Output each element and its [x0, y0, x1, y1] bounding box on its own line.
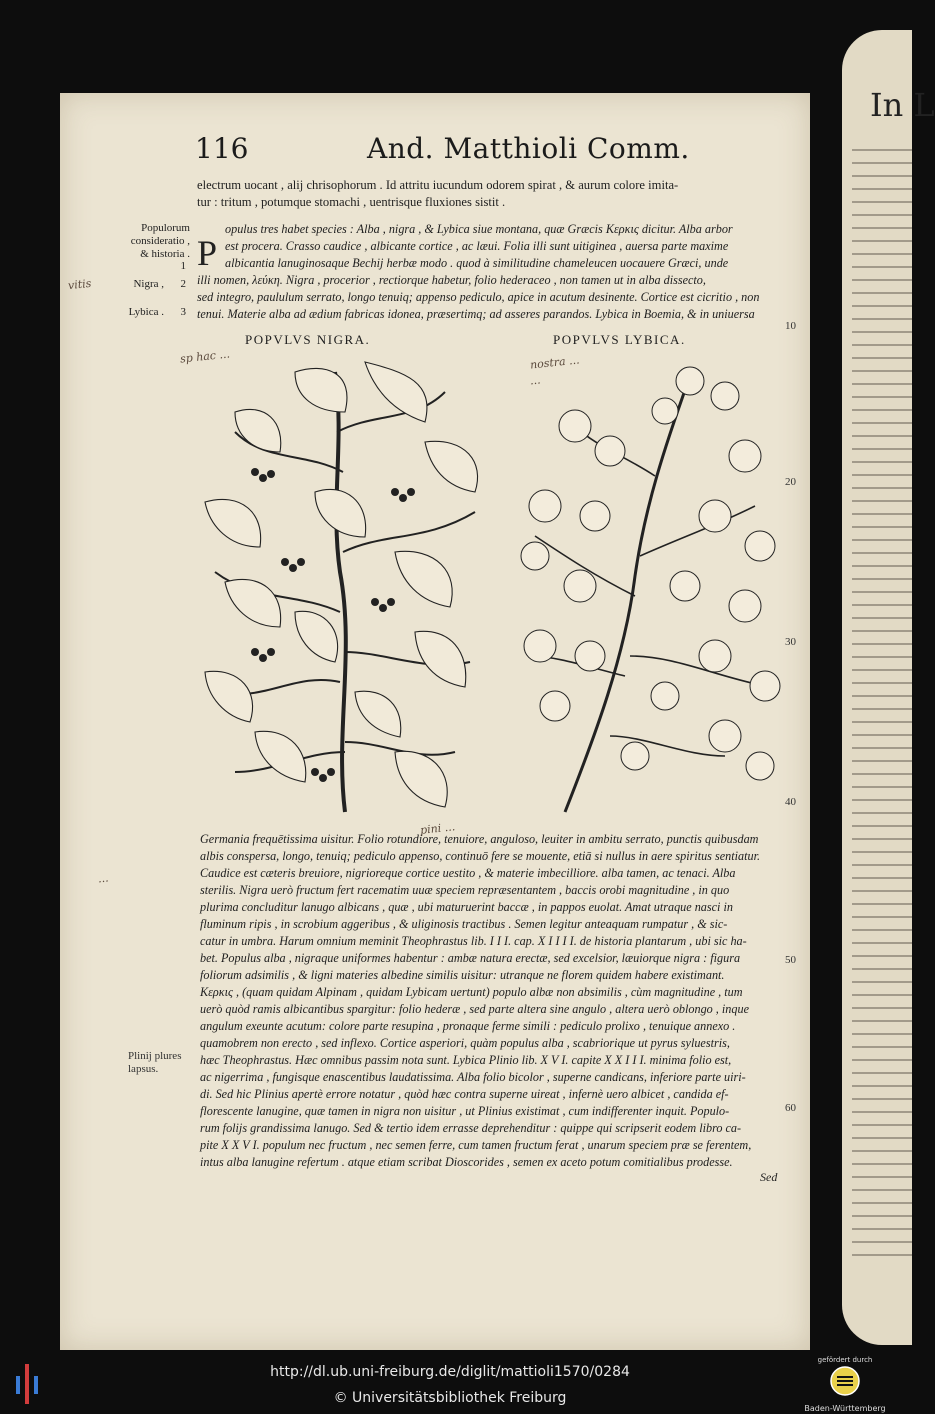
text-line: fluminum ripis , in scrobium aggeribus , & uliginosis tractibus . Semen legitur anteaquam rumpatur , & sic-: [200, 917, 728, 931]
margin-note-line: Plinij plures: [128, 1050, 182, 1062]
sponsor-name: Baden-Württemberg: [804, 1404, 886, 1413]
handwritten-note: ...: [97, 871, 110, 886]
page-header: [195, 132, 785, 172]
text-line: tenui. Materie alba ad ædium fabricas idonea, præsertimq; ad asseres parandos. Lybica in Boemia, & in uniuersa: [197, 307, 755, 321]
copyright-notice: © Universitätsbibliothek Freiburg: [333, 1390, 567, 1406]
margin-note-line: consideratio ,: [130, 235, 190, 247]
facing-page-text: [852, 140, 912, 1260]
text-line: Germania frequētissima uisitur. Folio rotundiore, tenuiore, anguloso, leuiter in ambitu serrato, punctis quibusdam: [200, 832, 759, 846]
margin-note-populorum: [110, 222, 190, 261]
text-line: albis conspersa, longo, tenuiq; pediculo appenso, continuō fere se mouente, etiā si nullus in aere spiritus sentiatur.: [200, 849, 761, 863]
text-line: pite X X V I. populum nec fructum , nec semen ferre, cum tamen fructum ferat , unarum speciem præ se ferentem,: [200, 1138, 752, 1152]
margin-number-2: 2: [180, 278, 186, 290]
text-line: intus alba lanugine refertum . atque etiam scribat Dioscorides , semen ex aceto potum comitialibus prodesse.: [200, 1155, 733, 1169]
text-line: uerò quòd ramis albicantibus spargitur: folio hederæ , sed parte altera sine angulo , altera uerò oblongo , inque: [200, 1002, 749, 1016]
facing-page-title: In L: [870, 86, 935, 124]
permalink-url[interactable]: http://dl.ub.uni-freiburg.de/diglit/mattioli1570/0284: [270, 1364, 630, 1380]
margin-note-plinii: [128, 1050, 198, 1076]
text-line: illi nomen, λεύκη. Nigra , procerior , rectiorque habetur, folio hederaceo , non tamen ut in alba dissecto,: [197, 273, 706, 287]
sponsor-block: [795, 1356, 895, 1414]
text-line: catur in umbra. Harum omnium meminit Theophrastus lib. I I I. cap. X I I I I. de historia plantarum , ubi sic ha-: [200, 934, 747, 948]
text-line: di. Sed hic Plinius apertè errore notatur , quòd hæc contra superne uireat , infernè uero albicet , candida ef-: [200, 1087, 729, 1101]
line-number: 60: [785, 1102, 796, 1114]
text-line: foliorum adsimilis , & ligni materies albedine similis uisitur: utranque ne florem quidem habere existimant.: [200, 968, 725, 982]
line-number: 50: [785, 954, 796, 966]
catchword: Sed: [760, 1170, 778, 1184]
facing-page: [842, 30, 935, 1345]
line-number: 30: [785, 636, 796, 648]
text-line: quamobrem non erecto , sed inflexo. Cortice asperiori, quàm populus alba , scabriorique ut pyrus syluestris,: [200, 1036, 730, 1050]
handwritten-note: vitis: [67, 276, 92, 293]
caption-populus-nigra: POPVLVS NIGRA.: [245, 332, 371, 347]
text-line: bet. Populus alba , nigraque uniformes habentur : ambæ natura erectæ, sed excelsior, læuiorque nigra : figura: [200, 951, 741, 965]
viewer-footer: [0, 1352, 900, 1414]
intro-line: tur : tritum , potumque stomachi , uentrisque fluxiones sistit .: [197, 195, 506, 209]
margin-number-1: 1: [180, 260, 186, 272]
woodcut-populus-nigra: [195, 352, 495, 814]
running-title: And. Matthioli Comm.: [367, 132, 690, 165]
woodcut-populus-lybica: [515, 356, 790, 814]
text-line: albicantia lanuginosaque Bechij herbæ modo . quod à similitudine chameleucen uocauere Græci, unde: [225, 256, 729, 270]
sponsor-label: gefördert durch: [817, 1356, 873, 1364]
text-line: rum folijs grandissima lanugo. Sed & tertio idem errasse deprehenditur : quippe qui scripserit eodem libro ca-: [200, 1121, 742, 1135]
handwritten-note: pini ...: [419, 820, 456, 837]
margin-note-line: Populorum: [141, 222, 190, 234]
margin-note-nigra: Nigra ,: [133, 278, 164, 290]
intro-line: electrum uocant , alij chrisophorum . Id attritu iucundum odorem spirat , & aurum colore imita-: [197, 178, 679, 192]
text-line: opulus tres habet species : Alba , nigra , & Lybica siue montana, quæ Græcis Κερκις dicitur. Alba arbor: [225, 222, 733, 236]
margin-number-3: 3: [180, 306, 186, 318]
caption-populus-lybica: POPVLVS LYBICA.: [553, 332, 686, 347]
text-line: angulum exeunte acutum: colore parte resupina , pronaque ferme simili : pediculo prolixo , tenuique annexo .: [200, 1019, 736, 1033]
margin-note-line: & historia .: [140, 248, 190, 260]
margin-note-line: lapsus.: [128, 1063, 159, 1075]
bw-coat-of-arms-icon: [827, 1366, 863, 1396]
text-line: sterilis. Nigra uerò fructum fert racematim uuæ speciem repræsentantem , baccis orobi magnitudine , in quo: [200, 883, 730, 897]
line-number: 20: [785, 476, 796, 488]
line-number: 10: [785, 320, 796, 332]
page-number: 116: [195, 132, 249, 165]
handwritten-note: sp hac ...: [179, 347, 231, 366]
handwritten-note: ...: [529, 373, 542, 388]
text-line: plurima concluditur lanugo albicans , quæ , ubi maturuerint baccæ , in pappos euolat. Amat utraque nasci in: [200, 900, 733, 914]
text-line: ac nigerrima , fungisque enascentibus laudatissima. Alba folio bicolor , superne candicans, inferiore parte uiri-: [200, 1070, 746, 1084]
text-line: est procera. Crasso caudice , albicante cortice , ac læui. Folia illi sunt uitiginea , auersa parte maxime: [225, 239, 729, 253]
handwritten-note: nostra ...: [529, 353, 581, 372]
text-line: hæc Theophrastus. Hæc omnibus passim nota sunt. Lybica Plinio lib. X V I. capite X X I I I. minima folio est,: [200, 1053, 732, 1067]
text-line: Caudice est cæteris breuiore, nigrioreque cortice uestito , & materie imbecilliore. alba tamen, ac tenaci. Alba: [200, 866, 736, 880]
drop-cap: P: [197, 233, 218, 273]
margin-note-lybica: Lybica .: [128, 306, 164, 318]
text-line: Κερκις , (quam quidam Alpinam , quidam Lybicam uertunt) populo albæ non absimilis , cùm magnitudine , tum: [200, 985, 743, 999]
text-line: florescente lanugine, quæ tamen in nigra non uisitur , ut Plinius existimat , cum indifferenter inquit. Populo-: [200, 1104, 730, 1118]
text-line: sed integro, paululum serrato, longo tenuiq; appenso pediculo, apice in acutum desinente. Cortice est cicritio , non: [197, 290, 760, 304]
line-number: 40: [785, 796, 796, 808]
